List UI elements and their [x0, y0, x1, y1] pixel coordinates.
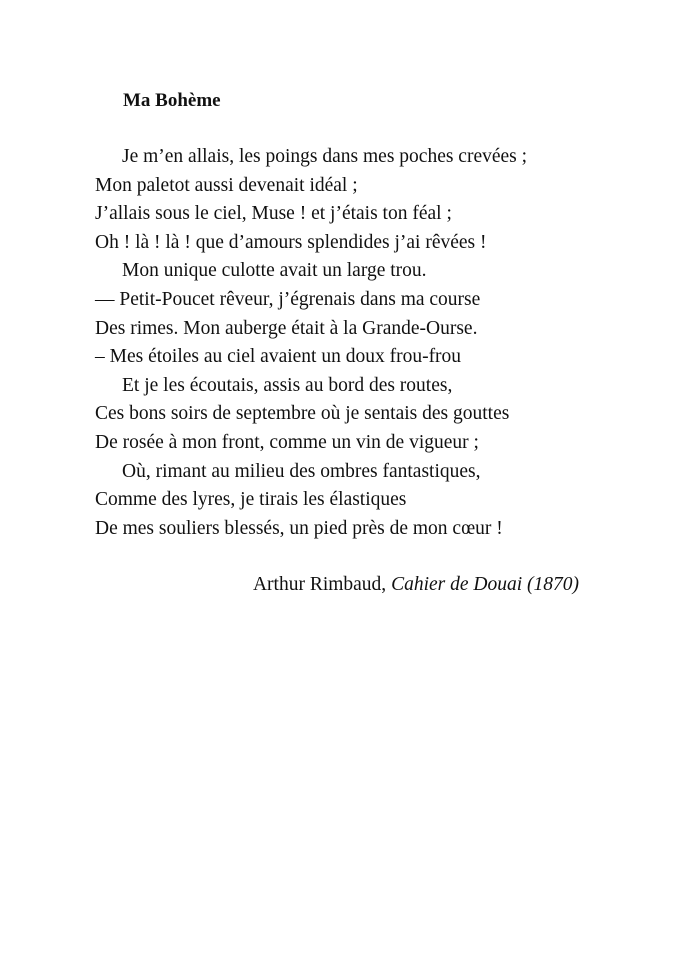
poem-line: Mon unique culotte avait un large trou. [122, 260, 427, 282]
source-title: Cahier de Douai (1870) [391, 574, 579, 595]
poem-body [95, 143, 615, 543]
poem-line: J’allais sous le ciel, Muse ! et j’étais ton féal ; [95, 203, 452, 225]
poem-line: Ces bons soirs de septembre où je sentais des gouttes [95, 403, 510, 425]
poem-line: Et je les écoutais, assis au bord des routes, [122, 374, 453, 396]
poem-line: Je m’en allais, les poings dans mes poches crevées ; [122, 146, 528, 167]
poem-line: De mes souliers blessés, un pied près de mon cœur ! [95, 517, 503, 539]
author-name: Arthur Rimbaud, [252, 574, 387, 595]
poem-title: Ma Bohème [123, 90, 221, 111]
poem-line: Oh ! là ! là ! que d’amours splendides j’ai rêvées ! [95, 231, 487, 253]
attribution [253, 571, 579, 599]
poem-line: Des rimes. Mon auberge était à la Grande-Ourse. [95, 317, 478, 339]
poem-line: Comme des lyres, je tirais les élastiques [95, 489, 407, 511]
poem-line: – Mes étoiles au ciel avaient un doux frou-frou [95, 346, 462, 368]
poem-line: Mon paletot aussi devenait idéal ; [95, 174, 358, 196]
poem-line: — Petit-Poucet rêveur, j’égrenais dans ma course [95, 288, 481, 310]
poem-line: Où, rimant au milieu des ombres fantastiques, [122, 460, 481, 482]
poem-line: De rosée à mon front, comme un vin de vigueur ; [95, 431, 479, 453]
